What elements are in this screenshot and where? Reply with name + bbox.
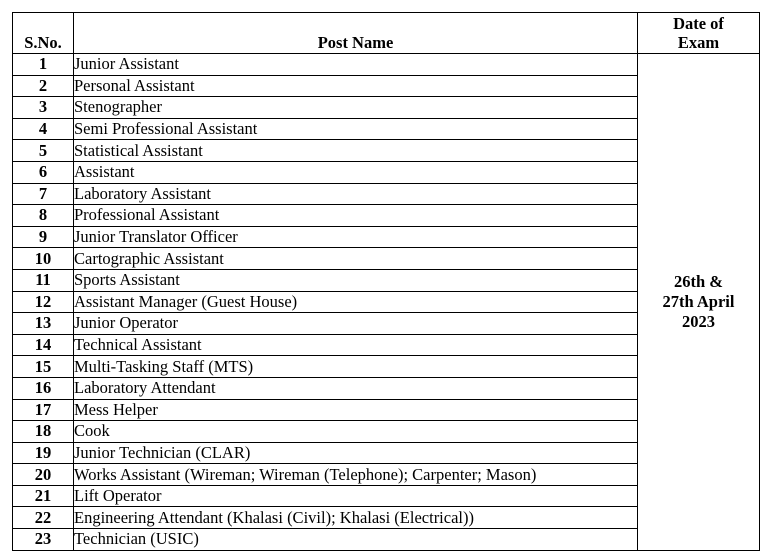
exam-schedule-table [12, 12, 760, 551]
post-name-cell: Assistant [74, 161, 638, 183]
exam-date-line3: 2023 [682, 311, 715, 331]
post-name-cell: Junior Technician (CLAR) [74, 442, 638, 464]
post-name-cell: Laboratory Attendant [74, 377, 638, 399]
exam-date-cell [638, 54, 760, 551]
post-name-header: Post Name [74, 13, 638, 54]
post-name-cell: Cook [74, 421, 638, 443]
exam-date-header-line1: Date of [673, 14, 724, 33]
post-name-cell: Semi Professional Assistant [74, 118, 638, 140]
serial-number-cell: 4 [13, 118, 74, 140]
serial-number-cell: 17 [13, 399, 74, 421]
exam-date-line1: 26th & [673, 271, 724, 291]
serial-number-cell: 21 [13, 485, 74, 507]
serial-number-cell: 19 [13, 442, 74, 464]
serial-number-cell: 11 [13, 269, 74, 291]
post-name-cell: Mess Helper [74, 399, 638, 421]
post-name-cell: Assistant Manager (Guest House) [74, 291, 638, 313]
post-name-cell: Statistical Assistant [74, 140, 638, 162]
post-name-cell: Junior Assistant [74, 54, 638, 76]
exam-date-line2: 27th April [662, 291, 735, 311]
table-body [13, 54, 760, 551]
post-name-cell: Stenographer [74, 97, 638, 119]
post-name-cell: Junior Translator Officer [74, 226, 638, 248]
post-name-cell: Junior Operator [74, 313, 638, 335]
table-row [13, 54, 760, 76]
post-name-cell: Multi-Tasking Staff (MTS) [74, 356, 638, 378]
serial-number-cell: 15 [13, 356, 74, 378]
serial-number-cell: 10 [13, 248, 74, 270]
serial-number-cell: 5 [13, 140, 74, 162]
post-name-cell: Sports Assistant [74, 269, 638, 291]
post-name-cell: Personal Assistant [74, 75, 638, 97]
table-header-row [13, 13, 760, 54]
serial-number-cell: 1 [13, 54, 74, 76]
exam-date-header-line2: Exam [677, 33, 720, 52]
serial-number-cell: 22 [13, 507, 74, 529]
serial-number-cell: 7 [13, 183, 74, 205]
serial-number-cell: 20 [13, 464, 74, 486]
serial-number-cell: 18 [13, 421, 74, 443]
serial-number-cell: 14 [13, 334, 74, 356]
post-name-cell: Professional Assistant [74, 205, 638, 227]
post-name-cell: Works Assistant (Wireman; Wireman (Telephone); Carpenter; Mason) [74, 464, 638, 486]
serial-number-cell: 2 [13, 75, 74, 97]
serial-number-cell: 23 [13, 529, 74, 551]
serial-number-cell: 8 [13, 205, 74, 227]
post-name-cell: Technician (USIC) [74, 529, 638, 551]
serial-number-cell: 9 [13, 226, 74, 248]
serial-number-cell: 3 [13, 97, 74, 119]
serial-number-cell: 16 [13, 377, 74, 399]
post-name-cell: Cartographic Assistant [74, 248, 638, 270]
post-name-cell: Technical Assistant [74, 334, 638, 356]
post-name-cell: Laboratory Assistant [74, 183, 638, 205]
post-name-cell: Lift Operator [74, 485, 638, 507]
serial-number-cell: 12 [13, 291, 74, 313]
serial-number-cell: 6 [13, 161, 74, 183]
sno-header: S.No. [13, 13, 74, 54]
post-name-cell: Engineering Attendant (Khalasi (Civil); Khalasi (Electrical)) [74, 507, 638, 529]
exam-date-header [638, 13, 760, 54]
serial-number-cell: 13 [13, 313, 74, 335]
